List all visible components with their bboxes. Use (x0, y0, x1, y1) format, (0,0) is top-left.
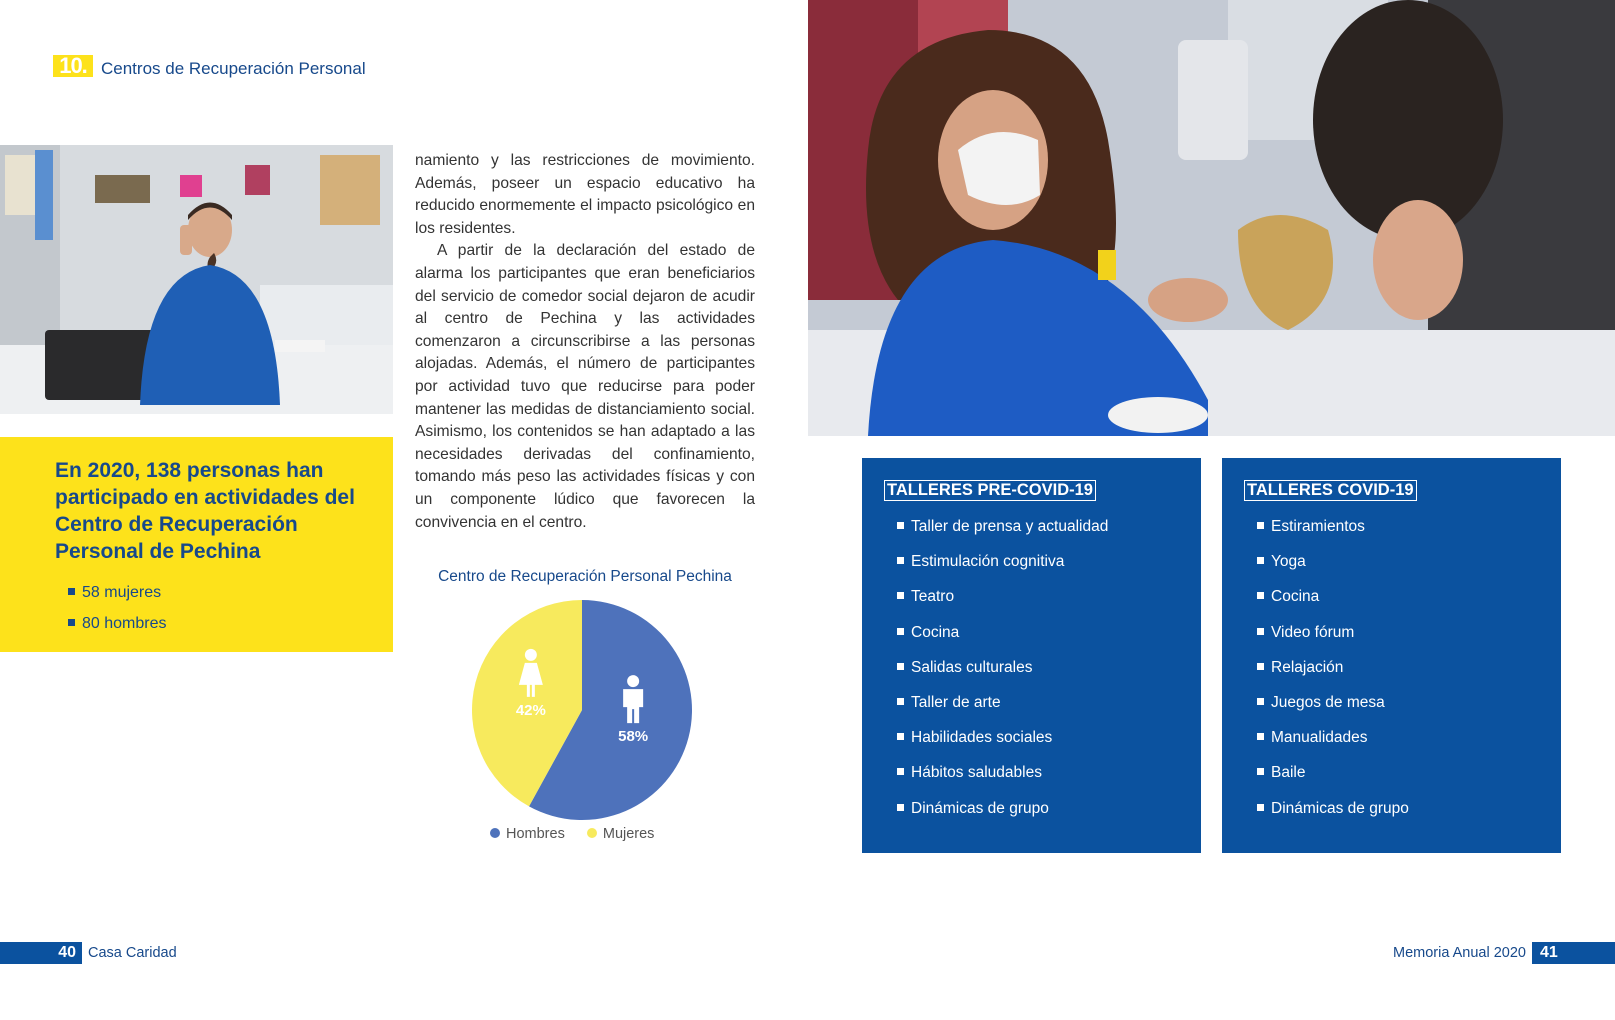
legend-item-hombres: Hombres (490, 826, 565, 842)
list-item: Estimulación cognitiva (897, 551, 1108, 586)
list-item: 80 hombres (68, 608, 167, 639)
paragraph: namiento y las restricciones de movimiento. Además, poseer un espacio educativo ha reducido enormemente el impacto psicológico en los residentes. (415, 152, 755, 237)
list-item: Juegos de mesa (1257, 692, 1409, 727)
square-bullet-icon (897, 698, 904, 705)
list-item: Teatro (897, 586, 1108, 621)
list-item: Hábitos saludables (897, 762, 1108, 797)
square-bullet-icon (1257, 733, 1264, 740)
highlight-box (0, 437, 393, 652)
workshops-covid-title: TALLERES COVID-19 (1244, 480, 1417, 501)
workshops-covid-list (1257, 516, 1409, 833)
highlight-title: En 2020, 138 personas han participado en actividades del Centro de Recuperación Personal de Pechina (55, 459, 355, 563)
square-bullet-icon (1257, 804, 1264, 811)
square-bullet-icon (897, 592, 904, 599)
chart-title: Centro de Recuperación Personal Pechina (438, 568, 732, 585)
workshops-pre-covid-title: TALLERES PRE-COVID-19 (884, 480, 1096, 501)
square-bullet-icon (1257, 768, 1264, 775)
body-text (415, 150, 755, 534)
square-bullet-icon (897, 557, 904, 564)
square-bullet-icon (1257, 698, 1264, 705)
square-bullet-icon (68, 588, 75, 595)
footer-publication: Memoria Anual 2020 (1393, 945, 1526, 961)
square-bullet-icon (1257, 592, 1264, 599)
square-bullet-icon (1257, 557, 1264, 564)
photo-workshop-knitting (808, 0, 1615, 436)
workshops-pre-covid-box (862, 458, 1201, 853)
square-bullet-icon (897, 768, 904, 775)
list-item: Yoga (1257, 551, 1409, 586)
legend-item-mujeres: Mujeres (587, 826, 655, 842)
list-item: Relajación (1257, 657, 1409, 692)
page-number-right: 41 (1532, 942, 1615, 964)
pie-chart (462, 590, 702, 830)
chart-legend (490, 826, 672, 842)
square-bullet-icon (1257, 522, 1264, 529)
list-item: Taller de arte (897, 692, 1108, 727)
workshops-pre-covid-list (897, 516, 1108, 833)
pie-label-mujeres: 42% (515, 701, 546, 719)
paragraph: A partir de la declaración del estado de alarma los participantes que eran beneficiarios del servicio de comedor social dejaron de acudir al centro de Pechina y las actividades comenzaron a circunscribirse a las personas alojadas. Además, el número de participantes por actividad tuvo que reducirse para poder mantener las medidas de distanciamiento social. Asimismo, los contenidos se han adaptado a las necesidades derivadas del confinamiento, tomando más peso las actividades físicas y con un componente lúdico que favorecen la convivencia en el centro. (415, 242, 755, 531)
photo-staff-at-desk (0, 145, 393, 414)
square-bullet-icon (897, 628, 904, 635)
list-item: Taller de prensa y actualidad (897, 516, 1108, 551)
list-item: Dinámicas de grupo (1257, 798, 1409, 833)
workshops-covid-box (1222, 458, 1561, 853)
list-item: Cocina (1257, 586, 1409, 621)
square-bullet-icon (897, 733, 904, 740)
highlight-list (68, 577, 167, 639)
pie-label-hombres: 58% (618, 728, 649, 746)
list-item: Manualidades (1257, 727, 1409, 762)
square-bullet-icon (897, 522, 904, 529)
section-title: Centros de Recuperación Personal (101, 59, 366, 78)
square-bullet-icon (1257, 663, 1264, 670)
legend-dot-icon (587, 828, 597, 838)
list-item: 58 mujeres (68, 577, 167, 608)
list-item: Baile (1257, 762, 1409, 797)
square-bullet-icon (897, 804, 904, 811)
section-number: 10. (53, 55, 93, 77)
square-bullet-icon (897, 663, 904, 670)
list-item: Cocina (897, 622, 1108, 657)
list-item: Video fórum (1257, 622, 1409, 657)
footer-publisher: Casa Caridad (88, 945, 177, 961)
list-item: Dinámicas de grupo (897, 798, 1108, 833)
square-bullet-icon (68, 619, 75, 626)
page-number-left: 40 (0, 942, 82, 964)
list-item: Salidas culturales (897, 657, 1108, 692)
legend-dot-icon (490, 828, 500, 838)
square-bullet-icon (1257, 628, 1264, 635)
list-item: Estiramientos (1257, 516, 1409, 551)
list-item: Habilidades sociales (897, 727, 1108, 762)
